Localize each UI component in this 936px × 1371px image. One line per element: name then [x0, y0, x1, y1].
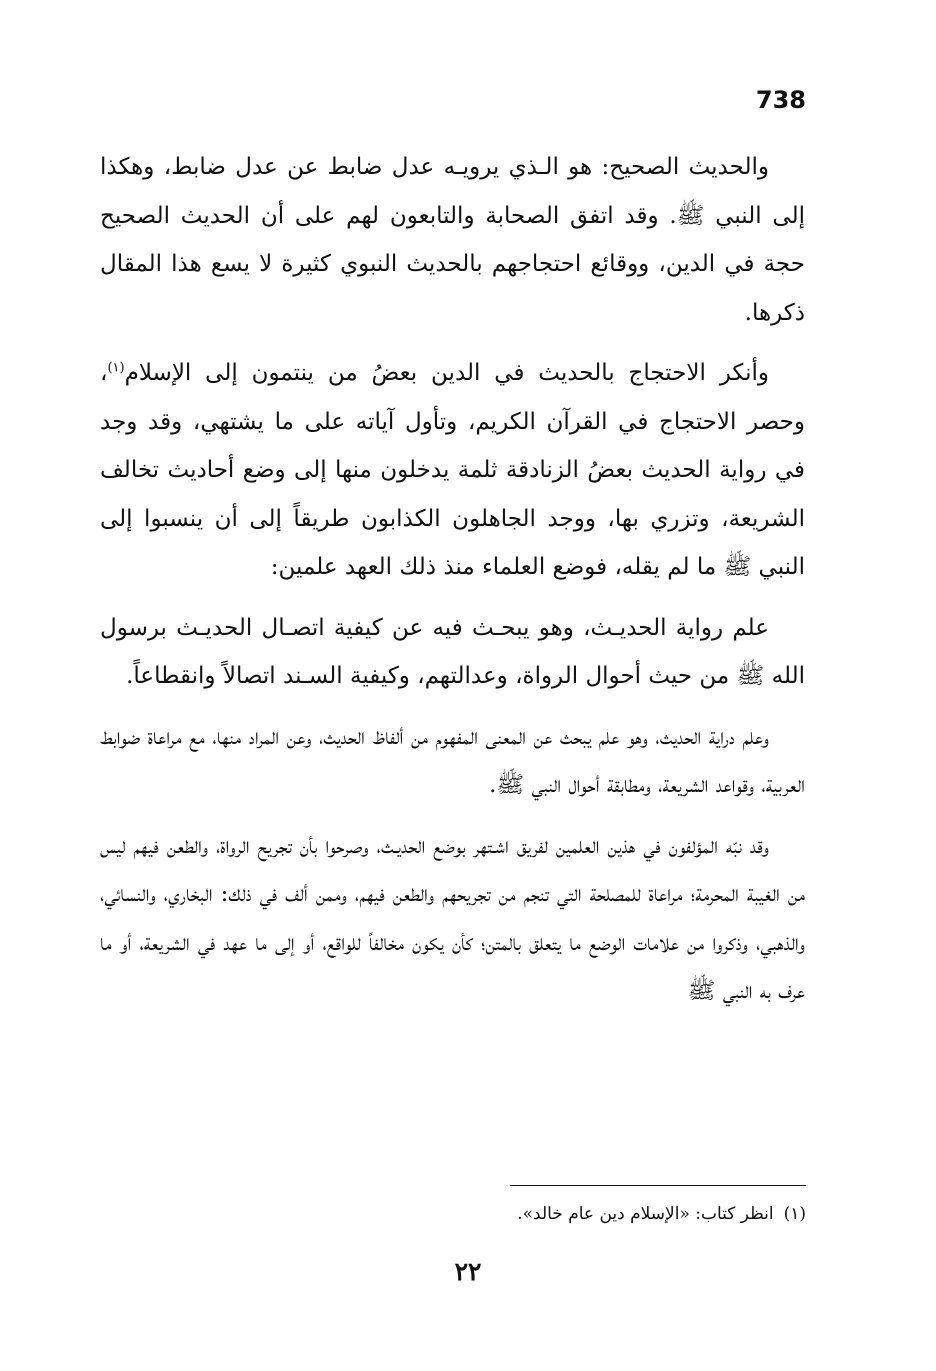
paragraph-diraya: وعلم دراية الحديث، وهو علم يبحث عن المعنى المفهوم من ألفاظ الحديث، وعن المراد منها، مع مراعاة ضوابط العربية، وقواعد الشريعة، ومطابقة أحوال النبي ﷺ.: [100, 723, 805, 798]
body-text: [100, 143, 805, 1028]
paragraph-sahih-hadith: والحديث الصحيح: هو الـذي يرويـه عدل ضابط عن عدل ضابط، وهكذا إلى النبي ﷺ. وقد اتفق الصحابة والتابعون لهم على أن الحديث الصحيح حجة في الدين، ووقائع احتجاجهم بالحديث النبوي كثيرة لا يسع هذا المقال ذكرها.: [100, 154, 805, 326]
paragraph-text-before-footnote: وأنكر الاحتجاج بالحديث في الدين بعضُ من ينتمون إلى الإسلام: [124, 360, 769, 386]
footnote: [126, 1200, 806, 1228]
footnote-number: (١): [783, 1204, 806, 1224]
paragraph-authors-note: وقد نبّه المؤلفون في هذين العلمين لفريق اشـتهر بوضع الحديـث، وصرحوا بأن تجريح الرواة، والطعن فيهم ليس من الغيبة المحرمة؛ مراعاة للمصلحة التي تنجم من تجريحهم والطعن فيهم، وممن ألف في ذلك: البخاري، والنسائي، والذهبي، وذكروا من علامات الوضع ما يتعلق بالمتن؛ كأن يكون مخالفاً للواقع، أو إلى ما عهد في الشريعة، أو ما عرف به النبي ﷺ: [100, 832, 805, 1004]
footnote-text: انظر كتاب: «الإسلام دين عام خالد».: [517, 1204, 774, 1224]
footnote-reference[interactable]: (١): [107, 360, 125, 376]
paragraph-riwaya: علم رواية الحديـث، وهو يبحـث فيه عن كيفية اتصـال الحديـث برسول الله ﷺ من حيث أحوال الرواة، وعدالتهم، وكيفية السـند اتصالاً وانقطاعاً.: [100, 614, 805, 689]
footnote-divider: [510, 1185, 806, 1186]
page-number-bottom: ٢٢: [454, 1257, 482, 1286]
page-number-top: 738: [755, 86, 806, 114]
paragraph-text-after-footnote: ، وحصر الاحتجاج في القرآن الكريم، وتأول آياته على ما يشتهي، وقد وجد في رواية الحديث بعضُ الزنادقة ثلمة يدخلون منها إلى وضع أحاديث تخالف الشريعة، وتزري بها، ووجد الجاهلون الكذابون طريقاً إلى أن ينسبوا إلى النبي ﷺ ما لم يقله، فوضع العلماء منذ ذلك العهد علمين:: [100, 360, 805, 580]
paragraph-denial-of-hadith: [100, 349, 805, 592]
